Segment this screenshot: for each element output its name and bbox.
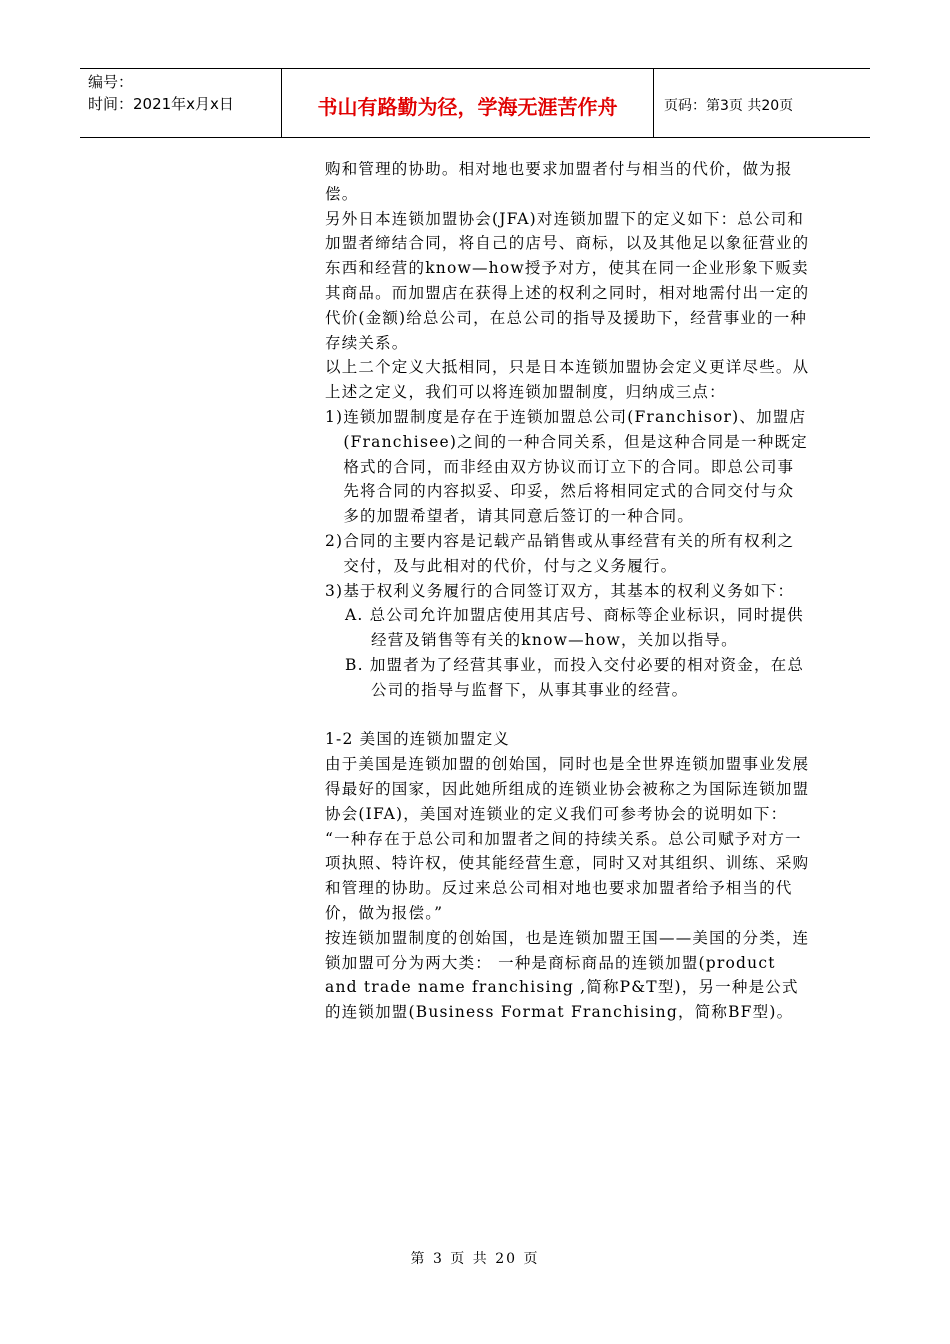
list-number: 3) (325, 581, 344, 600)
quote-line-1: “一种存在于总公司和加盟者之间的持续关系。总公司赋予对方一项执照、特许权，使其能经营生意，同时又对其组织、训练、采购 (325, 829, 810, 873)
list-item (325, 529, 810, 579)
header-meta-cell (80, 69, 282, 137)
header-page-cell (654, 69, 870, 137)
paragraph-5: 按连锁加盟制度的创始国，也是连锁加盟王国——美国的分类，连锁加盟可分为两大类： 一种是商标商品的连锁加盟(product and trade name franchising ,简称P&T型)，另一种是公式的连锁加盟(Business Format Franchising，简称BF型)。 (325, 928, 810, 1022)
number-label: 编号： (88, 73, 134, 91)
page-info: 页码：第3页 共20页 (664, 98, 794, 114)
paragraph-4: 由于美国是连锁加盟的创始国，同时也是全世界连锁加盟事业发展得最好的国家，因此她所组成的连锁业协会被称之为国际连锁加盟协会(IFA)，美国对连锁业的定义我们可参考协会的说明如下： (325, 755, 810, 823)
list-number: 2) (325, 531, 344, 550)
list-item (325, 405, 810, 529)
spacer (325, 703, 810, 728)
quote-line-3: 价，做为报偿。” (325, 903, 444, 922)
list-text: 基于权利义务履行的合同签订双方，其基本的权利义务如下： (343, 581, 795, 600)
page-footer (0, 1248, 950, 1268)
list-text: 合同的主要内容是记载产品销售或从事经营有关的所有权利之交付，及与此相对的代价，付与之义务履行。 (343, 531, 795, 575)
list-item (325, 579, 810, 604)
list-number: 1) (325, 407, 344, 426)
paragraph-2: 另外日本连锁加盟协会(JFA)对连锁加盟下的定义如下：总公司和加盟者缔结合同，将自己的店号、商标，以及其他足以象征营业的东西和经营的know—how授予对方，使其在同一企业形象下贩卖其商品。而加盟店在获得上述的权利之同时，相对地需付出一定的代价(金额)给总公司，在总公司的指导及援助下，经营事业的一种存续关系。 (325, 209, 810, 352)
sub-list-item-a: A. 总公司允许加盟店使用其店号、商标等企业标识，同时提供经营及销售等有关的know—how，关加以指导。 (345, 606, 804, 650)
sub-list (325, 603, 810, 702)
paragraph-3: 以上二个定义大抵相同，只是日本连锁加盟协会定义更详尽些。从上述之定义，我们可以将连锁加盟制度，归纳成三点： (325, 358, 810, 402)
list-text: 连锁加盟制度是存在于连锁加盟总公司(Franchisor)、加盟店(Franchisee)之间的一种合同关系，但是这种合同是一种既定格式的合同，而非经由双方协议而订立下的合同。即总公司事先将合同的内容拟妥、印妥，然后将相同定式的合同交付与众多的加盟希望者，请其同意后签订的一种合同。 (343, 407, 808, 526)
motto-text: 书山有路勤为径，学海无涯苦作舟 (317, 94, 618, 119)
time-label: 时间：2021年x月x日 (88, 95, 234, 113)
section-title: 1-2 美国的连锁加盟定义 (325, 730, 510, 749)
header-motto-cell (282, 69, 654, 137)
paragraph-1: 购和管理的协助。相对地也要求加盟者付与相当的代价，做为报偿。 (325, 160, 793, 203)
quote-line-2: 和管理的协助。反过来总公司相对地也要求加盟者给予相当的代 (325, 879, 793, 898)
document-body (325, 157, 810, 1025)
document-header (80, 68, 870, 138)
sub-list-item-b: B. 加盟者为了经营其事业，而投入交付必要的相对资金，在总公司的指导与监督下，从事其事业的经营。 (345, 655, 805, 699)
footer-page-number: 第 3 页 共 20 页 (410, 1251, 540, 1267)
